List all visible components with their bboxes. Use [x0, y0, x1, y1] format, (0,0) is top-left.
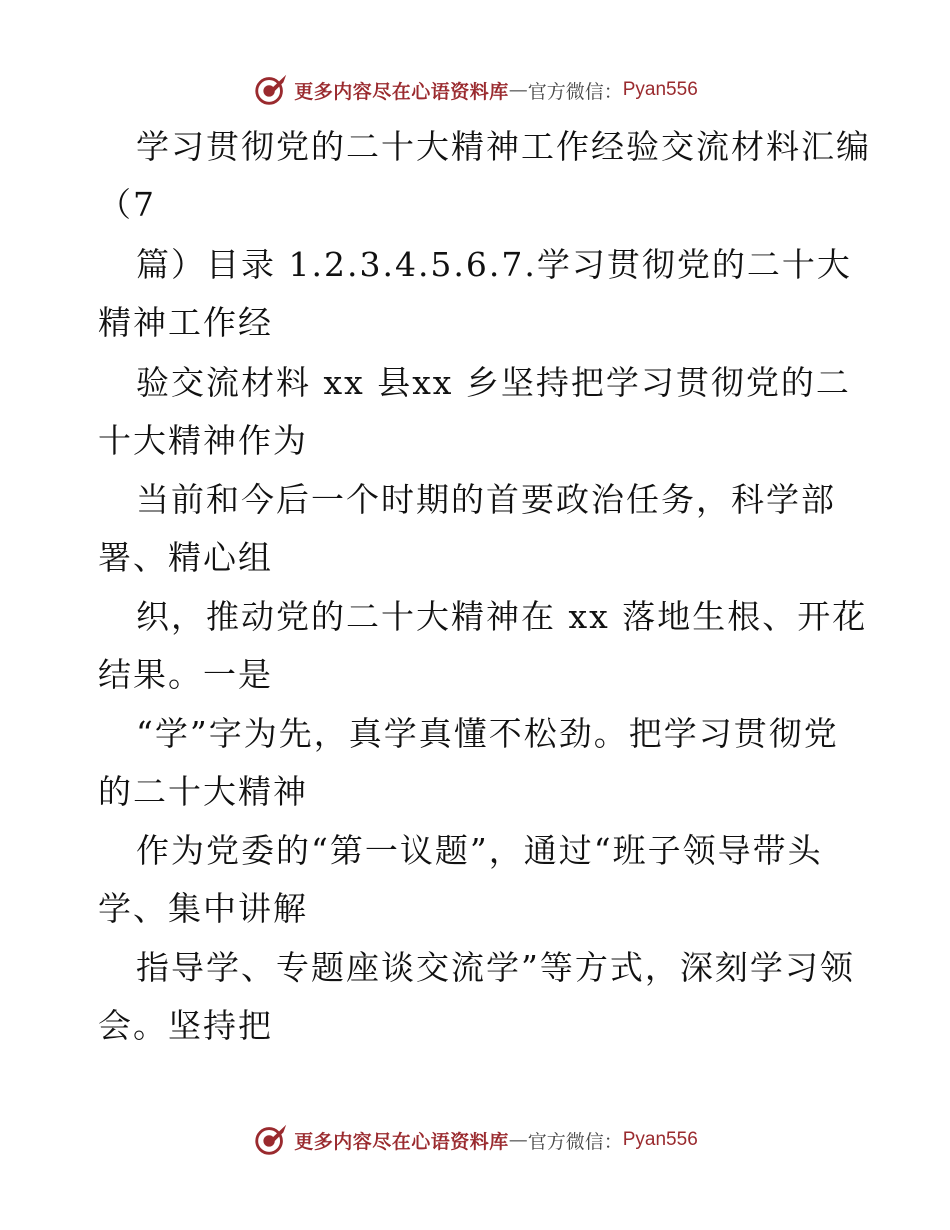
quill-logo-icon — [252, 1121, 290, 1159]
text-line: 当前和今后一个时期的首要政治任务，科学部 — [136, 480, 836, 519]
text-line: 署、精心组 — [98, 538, 273, 577]
watermark-subtitle: 官方微信： — [527, 1130, 623, 1153]
text-line: 学、集中讲解 — [98, 889, 308, 928]
text-line: 精神工作经 — [98, 303, 273, 342]
quill-logo-icon — [252, 71, 290, 109]
header-watermark — [0, 68, 950, 112]
watermark-account: Pyan556 — [622, 1129, 698, 1150]
watermark-subtitle: 官方微信： — [527, 80, 623, 103]
text-line: （7 — [98, 185, 156, 224]
text-line: 验交流材料 xx 县xx 乡坚持把学习贯彻党的二 — [136, 363, 851, 402]
watermark-account: Pyan556 — [622, 79, 698, 100]
text-line: 篇）目录 1.2.3.4.5.6.7.学习贯彻党的二十大 — [136, 245, 852, 284]
text-line: 织，推动党的二十大精神在 xx 落地生根、开花 — [136, 597, 868, 636]
watermark-title: 更多内容尽在心语资料库 — [294, 1130, 509, 1153]
watermark-dash: — — [508, 1129, 528, 1151]
text-line: 会。坚持把 — [98, 1006, 273, 1045]
text-line: 指导学、专题座谈交流学”等方式，深刻学习领 — [136, 948, 855, 987]
text-line: 十大精神作为 — [98, 421, 308, 460]
text-line: 学习贯彻党的二十大精神工作经验交流材料汇编 — [136, 127, 871, 166]
text-line: 作为党委的“第一议题”，通过“班子领导带头 — [136, 831, 823, 870]
watermark-dash: — — [508, 79, 528, 101]
footer-watermark — [0, 1118, 950, 1162]
text-line: 结果。一是 — [98, 655, 273, 694]
text-line: “学”字为先，真学真懂不松劲。把学习贯彻党 — [136, 714, 839, 753]
text-line: 的二十大精神 — [98, 772, 308, 811]
watermark-title: 更多内容尽在心语资料库 — [294, 80, 509, 103]
